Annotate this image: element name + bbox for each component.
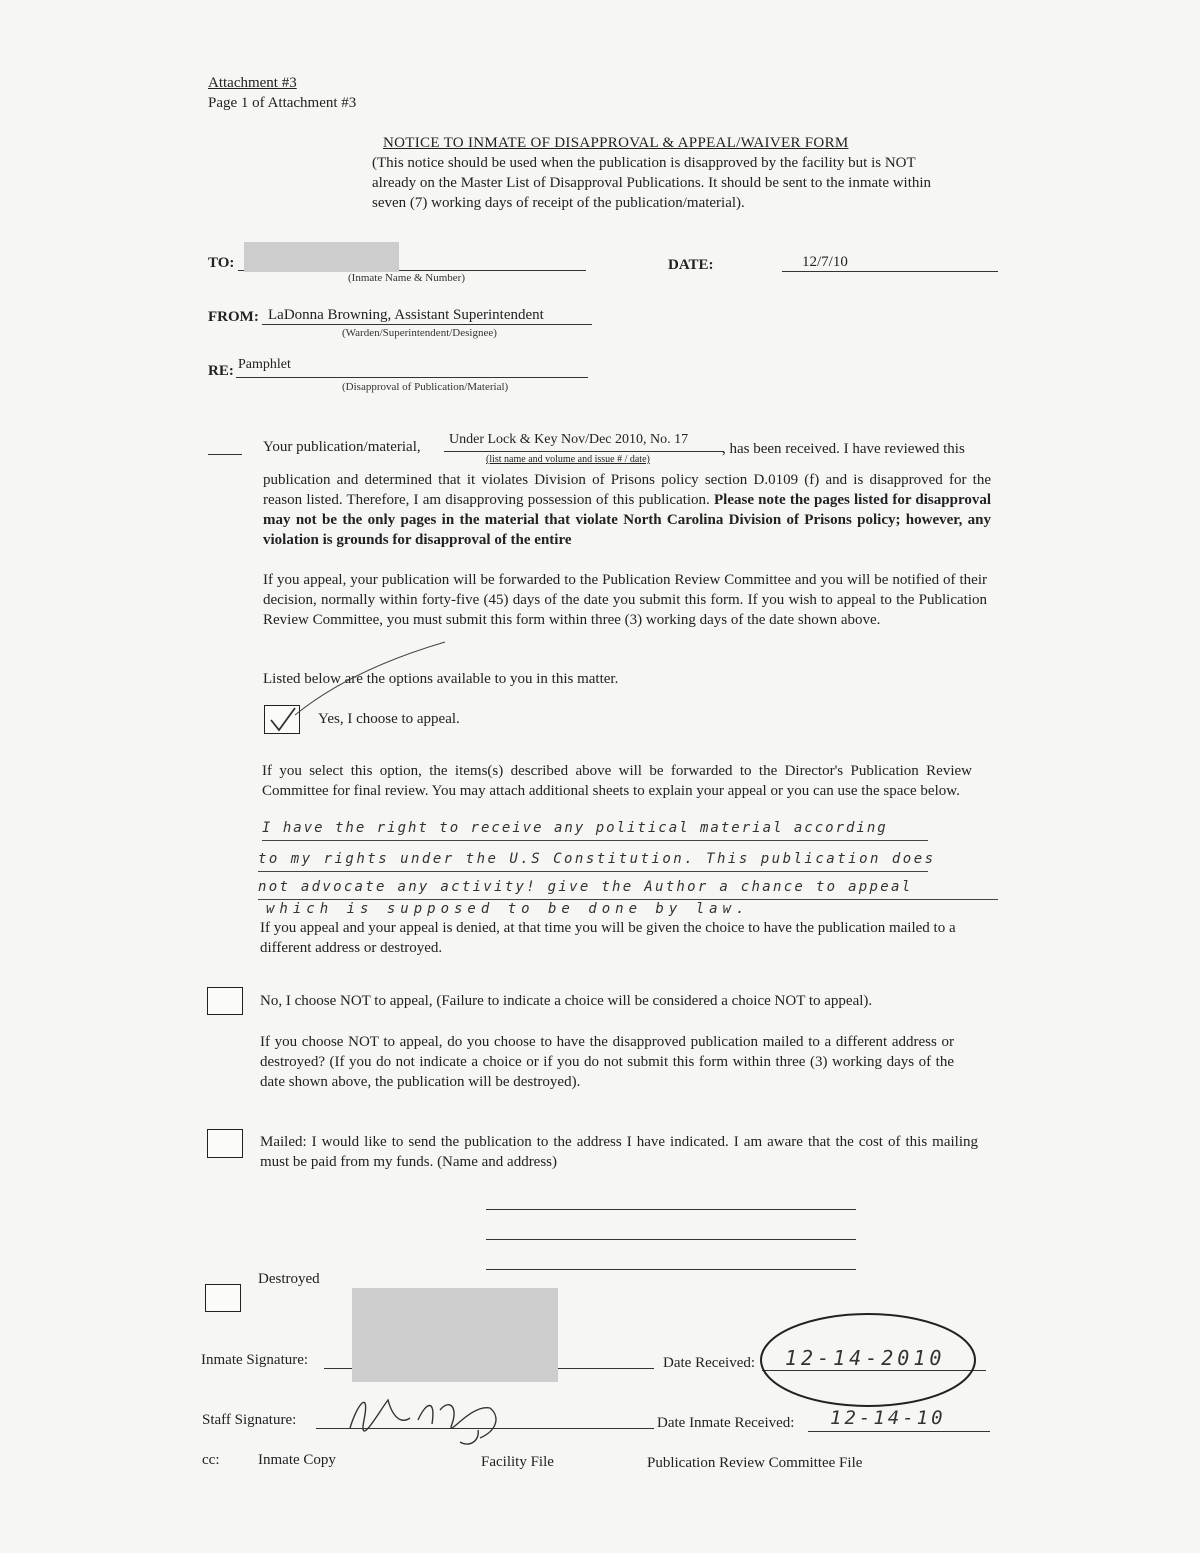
date-inmate-received-line (808, 1431, 990, 1432)
disapproval-paragraph (263, 470, 991, 550)
no-appeal-description: If you choose NOT to appeal, do you choose to have the disapproved publication mailed to a different address or destroyed? (If you do not indicate a choice or if you do not submit this form within three (3) working days of the date shown above, the publication will be destroyed). (260, 1034, 954, 1090)
mailed-checkbox[interactable] (207, 1129, 243, 1158)
publication-line (444, 451, 724, 452)
publication-prefix: Your publication/material, (263, 439, 421, 455)
from-caption: (Warden/Superintendent/Designee) (342, 327, 497, 339)
publication-suffix: , has been received. I have reviewed this (722, 441, 965, 457)
address-line-1[interactable] (486, 1209, 856, 1210)
date-received-label: Date Received: (663, 1355, 756, 1371)
disapproval-warning: Please note the pages listed for disapproval may not be the only pages in the material that violate North Carolina Division of Prisons policy; however, any violation is grounds for disapproval of the entire (263, 492, 992, 548)
appeal-description: If you select this option, the items(s) described above will be forwarded to the Director's Publication Review Committee for final review. You may attach additional sheets to explain your appeal or you can use the space below. (262, 763, 972, 799)
publication-check-line (208, 454, 242, 455)
circled-date-mark (758, 1308, 980, 1416)
redacted-inmate-name (244, 242, 399, 272)
appeal-option-label: Yes, I choose to appeal. (318, 711, 460, 727)
form-title: NOTICE TO INMATE OF DISAPPROVAL & APPEAL/WAIVER FORM (383, 135, 849, 151)
disapproval-reason: publication and determined that it violates Division of Prisons policy section D.0109 (f) and is disapproved for the reason listed. Therefore, I am disapproving possession of this publication. (263, 472, 991, 508)
inmate-signature-label: Inmate Signature: (201, 1352, 309, 1368)
to-caption: (Inmate Name & Number) (348, 272, 465, 284)
redacted-inmate-signature (352, 1288, 558, 1382)
date-inmate-received-label: Date Inmate Received: (657, 1415, 795, 1431)
re-label: RE: (208, 363, 234, 379)
handwriting-line-1 (262, 840, 928, 841)
handwritten-appeal-line-3: not advocate any activity! give the Author a chance to appeal (258, 879, 913, 895)
from-value: LaDonna Browning, Assistant Superintendent (268, 307, 544, 323)
mailed-option-label: Mailed: I would like to send the publication to the address I have indicated. I am aware that the cost of this mailing must be paid from my funds. (Name and address) (260, 1134, 978, 1170)
no-appeal-checkbox[interactable] (207, 987, 243, 1015)
address-line-3[interactable] (486, 1269, 856, 1270)
date-inmate-received-value: 12-14-10 (830, 1407, 946, 1429)
re-caption: (Disapproval of Publication/Material) (342, 381, 509, 393)
cc-committee-file: Publication Review Committee File (647, 1455, 863, 1471)
re-value: Pamphlet (238, 357, 291, 372)
page-label: Page 1 of Attachment #3 (208, 95, 357, 111)
date-label: DATE: (668, 257, 714, 273)
options-intro: Listed below are the options available to you in this matter. (263, 671, 619, 687)
destroyed-checkbox[interactable] (205, 1284, 241, 1312)
to-label: TO: (208, 255, 235, 271)
cc-inmate-copy: Inmate Copy (258, 1452, 336, 1468)
handwriting-line-2 (258, 871, 928, 872)
handwritten-appeal-line-2: to my rights under the U.S Constitution. This publication does (258, 851, 936, 867)
from-label: FROM: (208, 309, 259, 325)
staff-signature-scribble (340, 1380, 520, 1452)
pen-stroke-mark (290, 640, 460, 720)
publication-caption: (list name and volume and issue # / date) (486, 454, 650, 465)
no-appeal-option-label: No, I choose NOT to appeal, (Failure to indicate a choice will be considered a choice NOT to appeal). (260, 993, 873, 1009)
date-line (782, 271, 998, 272)
cc-facility-file: Facility File (481, 1454, 554, 1470)
staff-signature-label: Staff Signature: (202, 1412, 297, 1428)
appeal-denied-text: If you appeal and your appeal is denied, at that time you will be given the choice to have the publication mailed to a different address or destroyed. (260, 920, 956, 956)
cc-label: cc: (202, 1452, 220, 1468)
attachment-label: Attachment #3 (208, 75, 297, 91)
date-value: 12/7/10 (802, 254, 848, 270)
destroyed-option-label: Destroyed (258, 1271, 320, 1287)
handwritten-appeal-line-1: I have the right to receive any political material according (262, 820, 888, 836)
from-line (262, 324, 592, 325)
handwritten-appeal-line-4: which is supposed to be done by law. (266, 901, 750, 917)
re-line (236, 377, 588, 378)
handwriting-line-3 (258, 899, 998, 900)
appeal-info-paragraph: If you appeal, your publication will be forwarded to the Publication Review Committee and you will be notified of their decision, normally within forty-five (45) days of the date you submit this form. If you wish to appeal to the Publication Review Committee, you must submit this form within three (3) working days of the date shown above. (263, 572, 987, 628)
form-note: (This notice should be used when the publication is disapproved by the facility but is NOT already on the Master List of Disapproval Publications. It should be sent to the inmate within seven (7) working days of receipt of the publication/material). (372, 155, 932, 211)
publication-value: Under Lock & Key Nov/Dec 2010, No. 17 (449, 432, 689, 447)
address-line-2[interactable] (486, 1239, 856, 1240)
date-received-value: 12-14-2010 (785, 1346, 946, 1370)
